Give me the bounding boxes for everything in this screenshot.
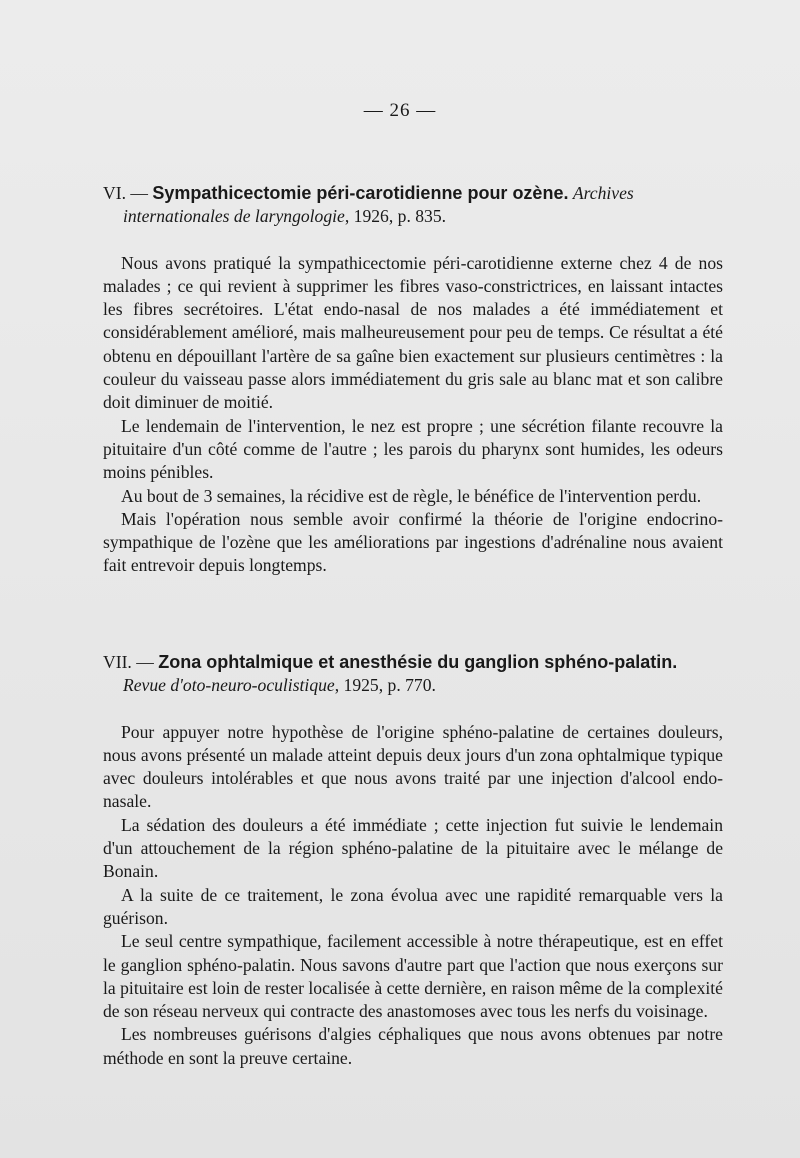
citation-details: , 1925, p. 770. — [334, 675, 436, 696]
article-heading — [103, 182, 723, 229]
journal-name: Archives internationales de laryngologie — [123, 183, 634, 227]
paragraph: Les nombreuses guérisons d'algies céphaliques que nous avons obtenues par notre méthode en sont la preuve certaine. — [103, 1024, 723, 1068]
article-title: Sympathicectomie péri-carotidienne pour ozène. — [152, 183, 569, 203]
paragraph: A la suite de ce traitement, le zona évolua avec une rapidité remarquable vers la guérison. — [103, 884, 723, 928]
journal-name: Revue d'oto-neuro-oculistique — [123, 675, 335, 696]
paragraph: Pour appuyer notre hypothèse de l'origine sphéno-palatine de certaines douleurs, nous avons présenté un malade atteint depuis deux jours d'un zona ophtalmique typique avec douleurs intolérables et que nous avons traité par une injection d'alcool endo-nasale. — [103, 721, 723, 812]
paragraph: Mais l'opération nous semble avoir confirmé la théorie de l'origine endocrino-sympathique de l'ozène que les améliorations par ingestions d'adrénaline nous avaient fait entrevoir depuis longtemps. — [103, 508, 723, 576]
paragraph: Au bout de 3 semaines, la récidive est de règle, le bénéfice de l'intervention perdu. — [121, 485, 702, 506]
article-heading — [103, 651, 723, 698]
article-title: Zona ophtalmique et anesthésie du ganglion sphéno-palatin. — [158, 652, 678, 672]
page-number: — 26 — — [363, 100, 437, 121]
article-vii — [103, 651, 723, 1070]
paragraph: Nous avons pratiqué la sympathicectomie péri-carotidienne externe chez 4 de nos malades ; ce qui revient à supprimer les fibres vaso-constrictrices, en laissant intactes les fibres secrétoires. L'état endo-nasal de nos malades a été immédiatement et considérablement amélioré, mais malheureusement pour peu de temps. Ce résultat a été obtenu en dépouillant l'artère de sa gaîne bien exactement sur plusieurs centimètres : la couleur du vaisseau passe alors immédiatement du gris sale au blanc mat et son calibre doit diminuer de moitié. — [103, 252, 723, 413]
paragraph: Le seul centre sympathique, facilement accessible à notre thérapeutique, est en effet le ganglion sphéno-palatin. Nous savons d'autre part que l'action que nous exerçons sur la pituitaire est loin de rester localisée à cette dernière, en raison même de la complexité de son réseau nerveux qui contracte des anastomoses avec tous les nerfs du voisinage. — [103, 931, 723, 1022]
article-vi — [103, 182, 723, 578]
article-numeral: VII. — [103, 652, 132, 672]
heading-dash: — — [125, 183, 153, 203]
paragraph: Le lendemain de l'intervention, le nez est propre ; une sécrétion filante recouvre la pituitaire d'un côté comme de l'autre ; les parois du pharynx sont humides, les odeurs moins pénibles. — [103, 415, 723, 483]
citation-details: , 1926, p. 835. — [344, 206, 447, 227]
paragraph: La sédation des douleurs a été immédiate ; cette injection fut suivie le lendemain d'un attouchement de la région sphéno-palatine de la pituitaire avec le mélange de Bonain. — [103, 814, 723, 882]
article-numeral: VI. — [103, 183, 126, 203]
heading-dash: — — [131, 652, 159, 672]
